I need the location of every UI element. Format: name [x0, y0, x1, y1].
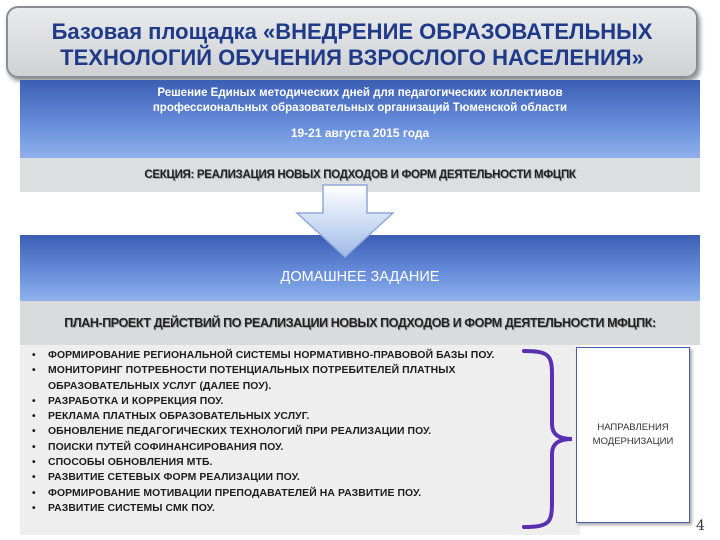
decision-line-1: Решение Единых методических дней для педагогических коллективов	[157, 87, 563, 99]
list-item: • ОБНОВЛЕНИЕ ПЕДАГОГИЧЕСКИХ ТЕХНОЛОГИЙ ПРИ РЕАЛИЗАЦИИ ПОУ.	[30, 424, 570, 439]
modernization-line-2: МОДЕРНИЗАЦИИ	[592, 436, 674, 447]
list-item: • РАЗВИТИЕ СЕТЕВЫХ ФОРМ РЕАЛИЗАЦИИ ПОУ.	[30, 470, 570, 485]
decision-band	[20, 80, 700, 158]
list-item: • ПОИСКИ ПУТЕЙ СОФИНАНСИРОВАНИЯ ПОУ.	[30, 440, 570, 455]
list-item: • ФОРМИРОВАНИЕ РЕГИОНАЛЬНОЙ СИСТЕМЫ НОРМАТИВНО-ПРАВОВОЙ БАЗЫ ПОУ.	[30, 348, 570, 363]
list-item: • ФОРМИРОВАНИЕ МОТИВАЦИИ ПРЕПОДАВАТЕЛЕЙ НА РАЗВИТИЕ ПОУ.	[30, 486, 570, 501]
title-line-2: ТЕХНОЛОГИЙ ОБУЧЕНИЯ ВЗРОСЛОГО НАСЕЛЕНИЯ»	[60, 45, 644, 70]
plan-label: ПЛАН-ПРОЕКТ ДЕЙСТВИЙ ПО РЕАЛИЗАЦИИ НОВЫХ ПОДХОДОВ И ФОРМ ДЕЯТЕЛЬНОСТИ МФЦПК:	[20, 301, 700, 345]
page-number: 4	[696, 518, 705, 534]
list-item: • РЕКЛАМА ПЛАТНЫХ ОБРАЗОВАТЕЛЬНЫХ УСЛУГ.	[30, 409, 570, 424]
action-list	[30, 348, 570, 516]
down-arrow-icon	[293, 183, 397, 259]
decision-date: 19-21 августа 2015 года	[290, 126, 430, 140]
homework-label: ДОМАШНЕЕ ЗАДАНИЕ	[280, 269, 440, 285]
decision-line-2: профессиональных образовательных организаций Тюменской области	[152, 102, 568, 114]
modernization-box	[576, 347, 690, 523]
section-label: СЕКЦИЯ: РЕАЛИЗАЦИЯ НОВЫХ ПОДХОДОВ И ФОРМ ДЕЯТЕЛЬНОСТИ МФЦПК	[20, 158, 700, 192]
action-list-panel	[20, 345, 580, 535]
list-item: • СПОСОБЫ ОБНОВЛЕНИЯ МТБ.	[30, 455, 570, 470]
list-item: • РАЗРАБОТКА И КОРРЕКЦИЯ ПОУ.	[30, 394, 570, 409]
modernization-line-1: НАПРАВЛЕНИЯ	[597, 422, 669, 433]
title-line-1: Базовая площадка «ВНЕДРЕНИЕ ОБРАЗОВАТЕЛЬНЫХ	[51, 19, 653, 44]
list-item: • РАЗВИТИЕ СИСТЕМЫ СМК ПОУ.	[30, 501, 570, 516]
title-banner	[6, 6, 698, 78]
curly-brace-icon	[520, 348, 576, 530]
list-item: • МОНИТОРИНГ ПОТРЕБНОСТИ ПОТЕНЦИАЛЬНЫХ ПОТРЕБИТЕЛЕЙ ПЛАТНЫХ ОБРАЗОВАТЕЛЬНЫХ УСЛУГ (ДАЛЕЕ ПОУ).	[30, 363, 570, 394]
